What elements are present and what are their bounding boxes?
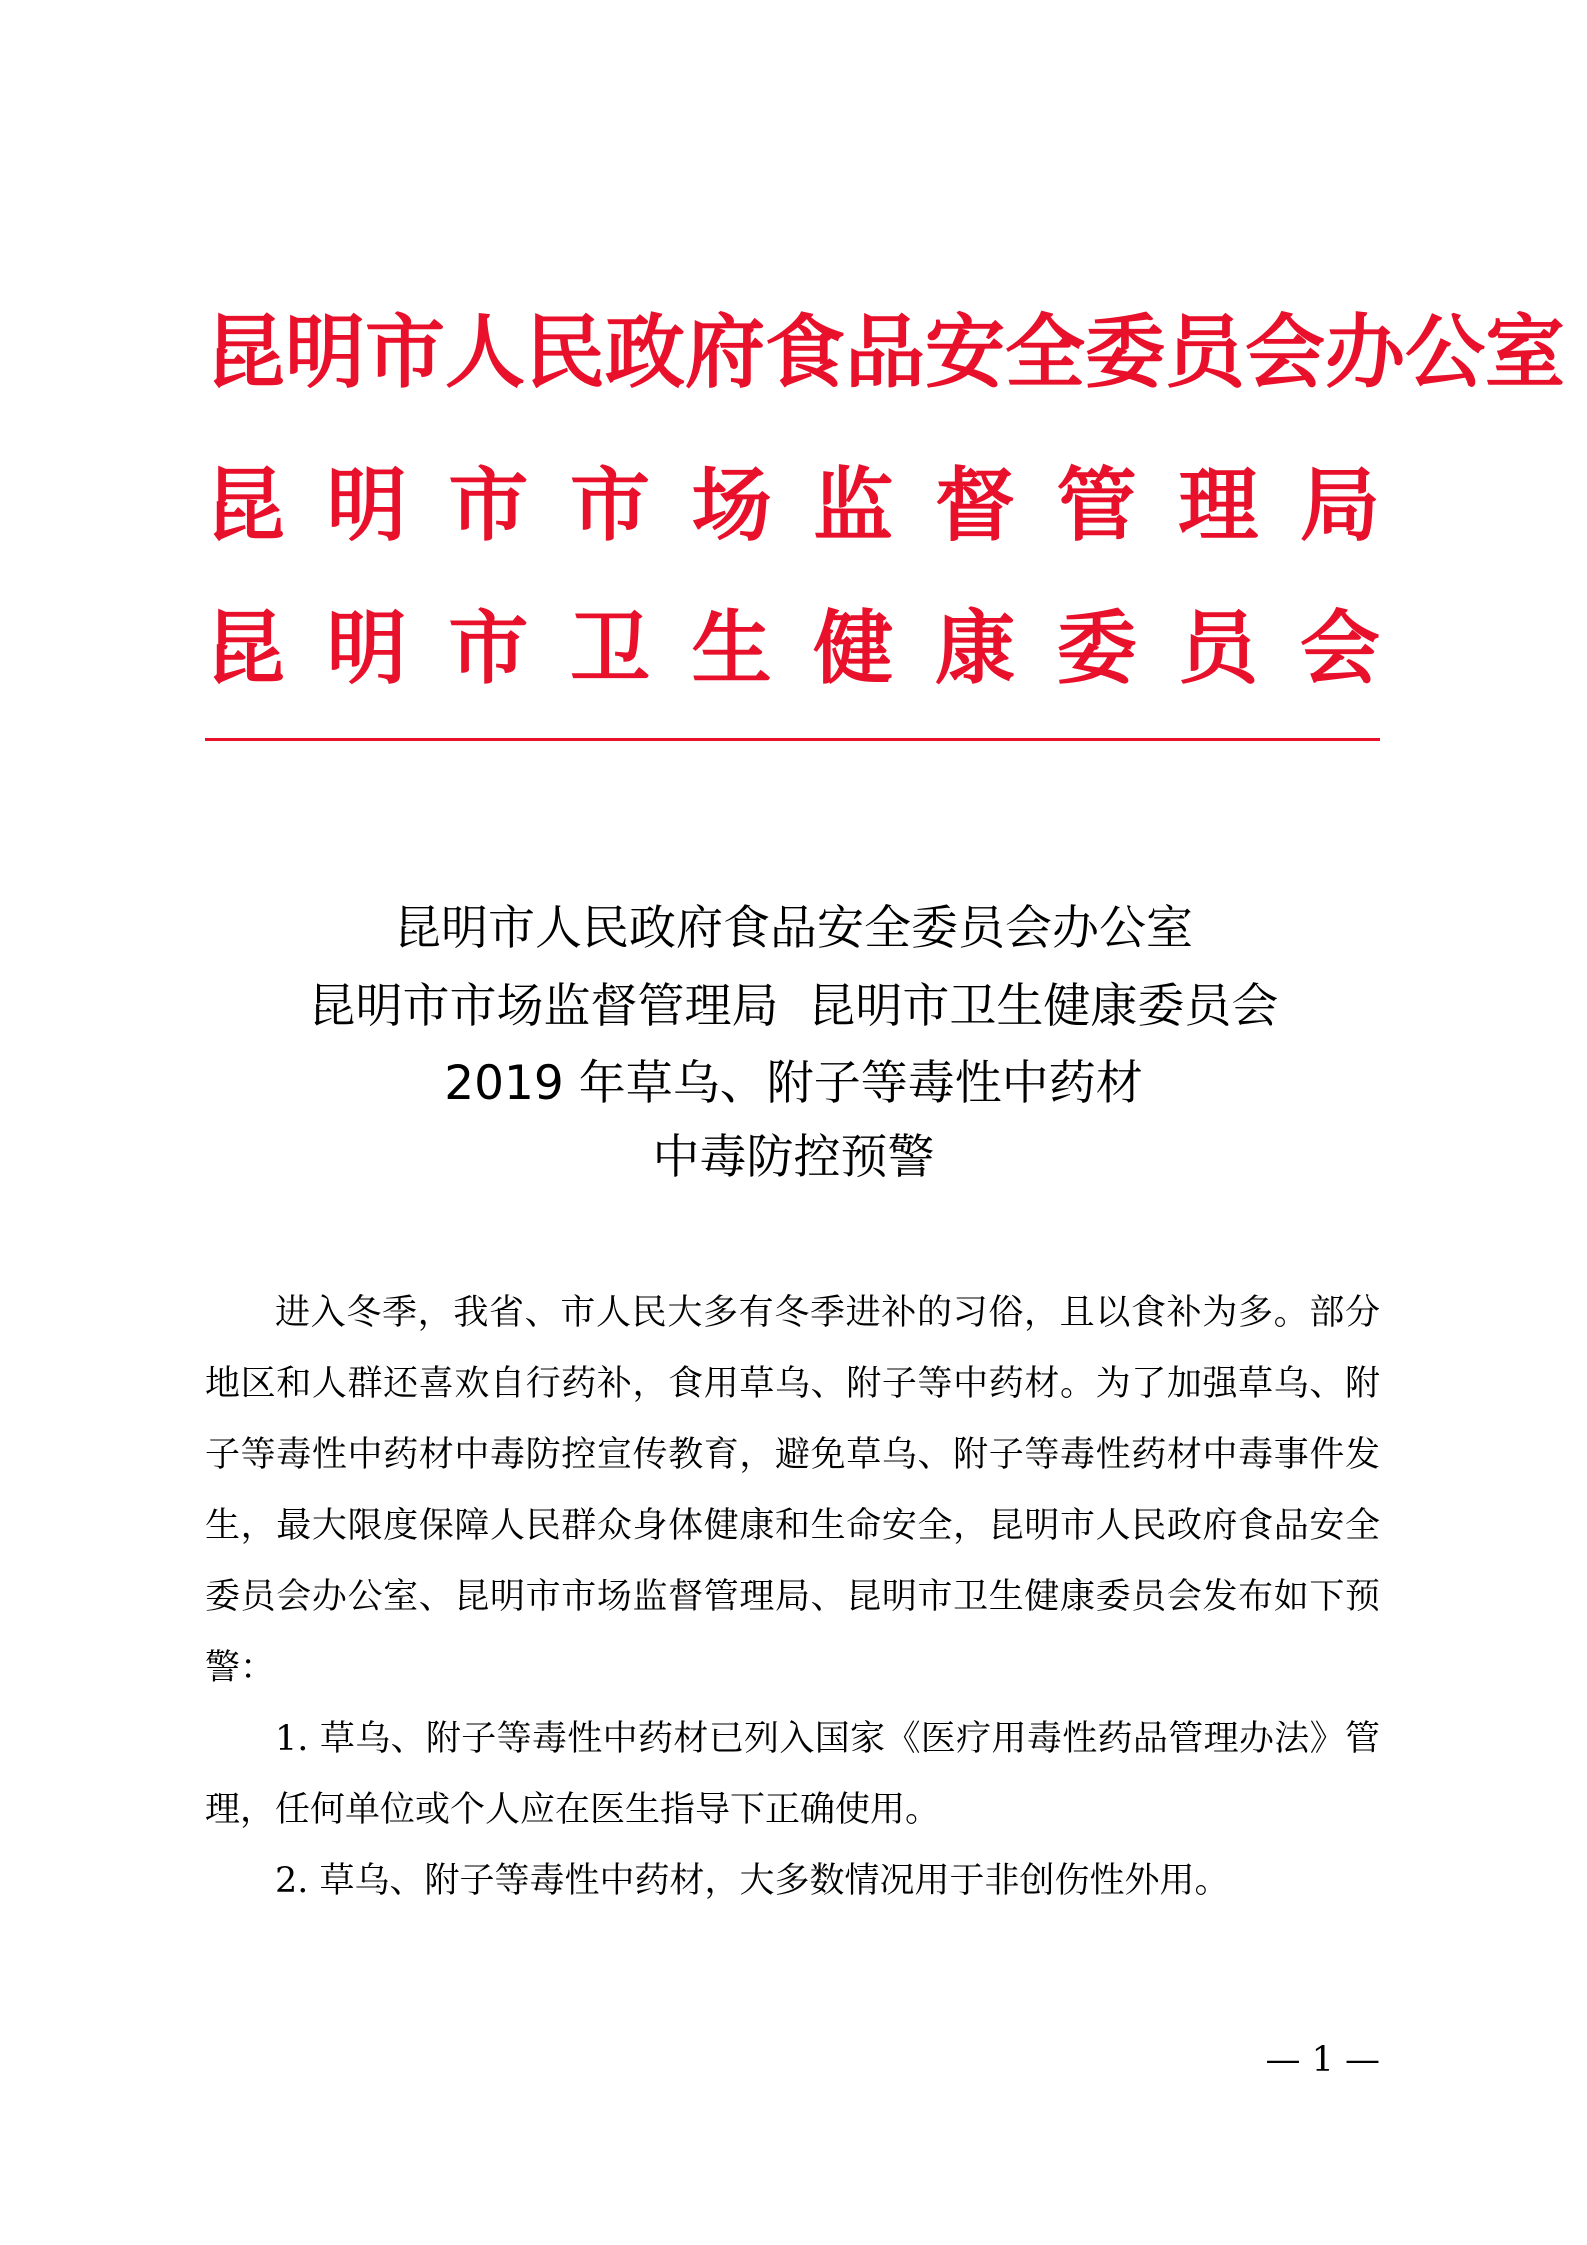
- header-char: 明: [285, 306, 365, 399]
- header-char: 管: [1056, 459, 1137, 552]
- header-char: 办: [1325, 306, 1405, 399]
- header-char: 员: [1178, 602, 1259, 695]
- header-line-health-commission: [205, 601, 1380, 697]
- document-title-line-4: 中毒防控预警: [652, 1130, 935, 1185]
- header-char: 昆: [205, 306, 285, 399]
- header-char: 人: [445, 306, 525, 399]
- body-paragraph-intro: 进入冬季，我省、市人民大多有冬季进补的习俗，且以食补为多。部分地区和人群还喜欢自行药补，食用草乌、附子等中药材。为了加强草乌、附子等毒性中药材中毒防控宣传教育，避免草乌、附子等毒性药材中毒事件发生，最大限度保障人民群众身体健康和生命安全，昆明市人民政府食品安全委员会办公室、昆明市市场监督管理局、昆明市卫生健康委员会发布如下预警：: [205, 1293, 1380, 1688]
- header-char: 昆: [205, 602, 285, 695]
- header-line-market-supervision-bureau: [205, 458, 1380, 554]
- header-char: 生: [691, 602, 772, 695]
- header-char: 昆: [205, 459, 285, 552]
- header-char: 市: [448, 459, 529, 552]
- header-char: 明: [326, 459, 407, 552]
- document-title-line-2: 昆明市市场监督管理局 昆明市卫生健康委员会: [308, 979, 1279, 1034]
- header-char: 会: [1299, 602, 1380, 695]
- header-char: 员: [1165, 306, 1245, 399]
- header-char: 市: [365, 306, 445, 399]
- header-char: 监: [813, 459, 894, 552]
- body-paragraph-item-1: 1. 草乌、附子等毒性中药材已列入国家《医疗用毒性药品管理办法》管理，任何单位或个人应在医生指导下正确使用。: [205, 1719, 1380, 1830]
- header-char: 全: [1005, 306, 1085, 399]
- header-char: 室: [1485, 306, 1565, 399]
- document-title-line-3: 2019 年草乌、附子等毒性中药材: [444, 1056, 1143, 1111]
- header-char: 理: [1178, 459, 1259, 552]
- header-char: 督: [934, 459, 1015, 552]
- header-red-rule: [205, 738, 1380, 741]
- header-char: 委: [1085, 306, 1165, 399]
- header-char: 民: [525, 306, 605, 399]
- body-paragraph-item-2: 2. 草乌、附子等毒性中药材，大多数情况用于非创伤性外用。: [275, 1861, 1230, 1901]
- header-char: 康: [934, 602, 1015, 695]
- header-char: 政: [605, 306, 685, 399]
- header-char: 明: [326, 602, 407, 695]
- page-number: — 1 —: [1265, 2040, 1380, 2080]
- document-title-line-1: 昆明市人民政府食品安全委员会办公室: [394, 901, 1193, 956]
- header-char: 健: [813, 602, 894, 695]
- header-char: 食: [765, 306, 845, 399]
- header-char: 市: [569, 459, 650, 552]
- header-char: 安: [925, 306, 1005, 399]
- header-char: 会: [1245, 306, 1325, 399]
- header-line-food-safety-office: [205, 305, 1565, 401]
- header-char: 卫: [569, 602, 650, 695]
- header-char: 品: [845, 306, 925, 399]
- document-body: [205, 1278, 1380, 1917]
- header-char: 场: [691, 459, 772, 552]
- header-char: 公: [1405, 306, 1485, 399]
- header-char: 委: [1056, 602, 1137, 695]
- header-char: 局: [1299, 459, 1380, 552]
- header-char: 府: [685, 306, 765, 399]
- header-char: 市: [448, 602, 529, 695]
